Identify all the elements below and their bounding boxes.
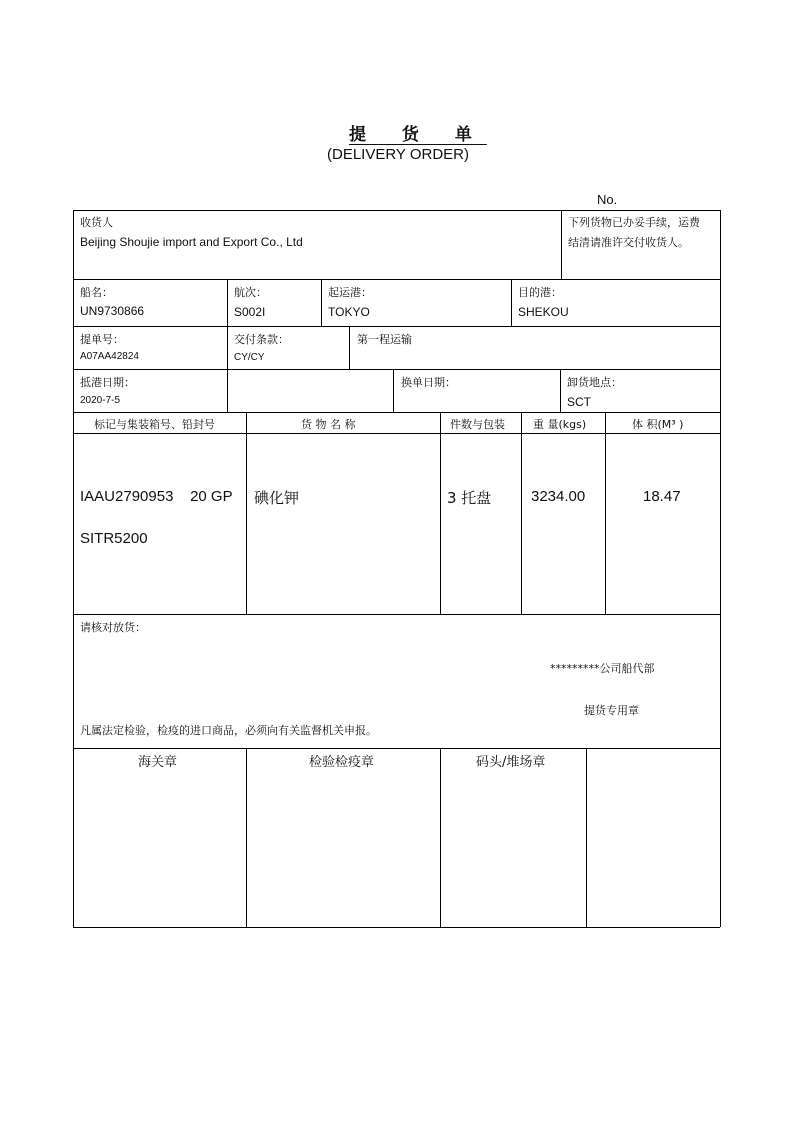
exchange-date-label: 换单日期： xyxy=(401,376,456,389)
release-note-line2: 结清请准许交付收货人。 xyxy=(568,236,689,249)
terminal-stamp-label: 码头/堆场章 xyxy=(476,755,546,770)
arrival-date-value: 2020-7-5 xyxy=(80,395,121,406)
destination-value: SHEKOU xyxy=(518,305,569,319)
bl-no-value: A07AA42824 xyxy=(80,351,139,362)
header-weight: 重 量(kgs) xyxy=(533,418,587,431)
header-volume: 体 积(M³ ) xyxy=(632,418,684,431)
header-packages: 件数与包装 xyxy=(450,418,505,431)
cargo-volume: 18.47 xyxy=(643,488,681,505)
header-description: 货 物 名 称 xyxy=(301,418,356,431)
consignee-value: Beijing Shoujie import and Export Co., Ltd xyxy=(80,235,303,249)
port-of-loading-label: 起运港： xyxy=(328,286,372,299)
no-label: No. xyxy=(597,192,618,207)
check-label: 请核对放货： xyxy=(80,621,146,634)
inspection-notice: 凡属法定检验，检疫的进口商品，必须向有关监督机关申报。 xyxy=(80,724,377,737)
title-en: (DELIVERY ORDER) xyxy=(327,146,469,163)
voyage-label: 航次： xyxy=(234,286,267,299)
cargo-weight: 3234.00 xyxy=(531,488,586,505)
discharge-place-value: SCT xyxy=(567,395,591,409)
header-marks: 标记与集装箱号、铅封号 xyxy=(94,418,215,431)
cargo-description: 碘化钾 xyxy=(254,489,300,507)
voyage-value: S002I xyxy=(234,305,266,319)
delivery-stamp-label: 提货专用章 xyxy=(584,704,639,717)
vessel-label: 船名： xyxy=(80,286,113,299)
customs-stamp-label: 海关章 xyxy=(138,755,178,770)
consignee-label: 收货人 xyxy=(80,216,113,229)
title-cn: 提 货 单 xyxy=(349,125,487,145)
release-note-line1: 下列货物已办妥手续，运费 xyxy=(568,216,700,229)
arrival-date-label: 抵港日期： xyxy=(80,376,135,389)
bl-no-label: 提单号： xyxy=(80,333,124,346)
destination-label: 目的港： xyxy=(518,286,562,299)
delivery-terms-label: 交付条款： xyxy=(234,333,289,346)
vessel-value: UN9730866 xyxy=(80,304,145,318)
inspection-stamp-label: 检验检疫章 xyxy=(309,755,375,770)
first-leg-label: 第一程运输 xyxy=(357,333,412,346)
cargo-seal: SITR5200 xyxy=(80,530,148,547)
port-of-loading-value: TOKYO xyxy=(328,305,370,319)
cargo-container: IAAU2790953 20 GP xyxy=(80,488,233,505)
cargo-packages: 3 托盘 xyxy=(447,489,492,507)
agent-name: *********公司船代部 xyxy=(550,662,655,675)
delivery-terms-value: CY/CY xyxy=(234,352,265,363)
discharge-place-label: 卸货地点： xyxy=(567,376,622,389)
